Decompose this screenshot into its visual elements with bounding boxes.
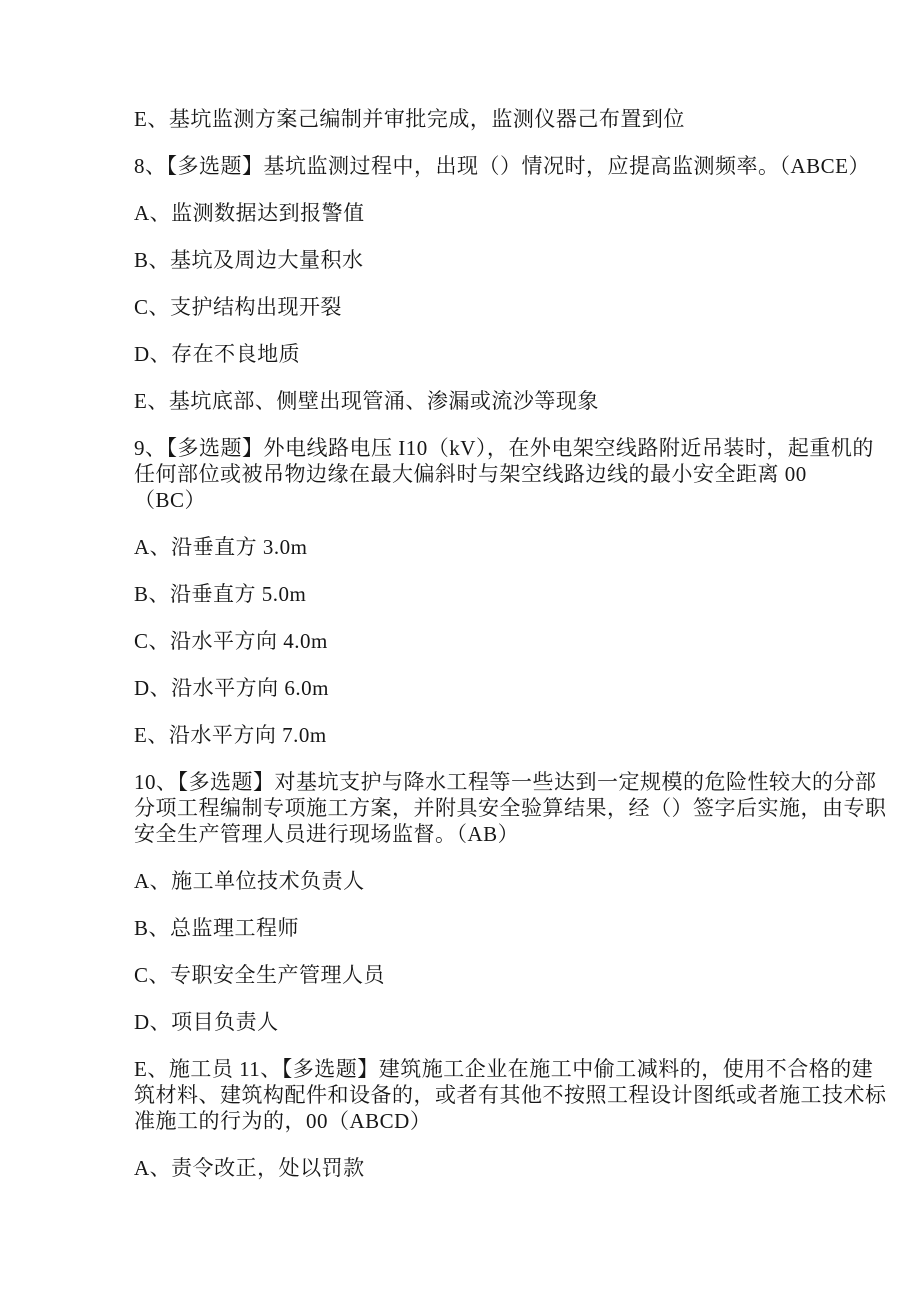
- text-line: A、监测数据达到报警值: [134, 201, 365, 225]
- question-8: [134, 153, 871, 179]
- text-line: B、总监理工程师: [134, 916, 300, 940]
- option-8-c: [134, 294, 794, 320]
- text-line: D、存在不良地质: [134, 342, 301, 366]
- text-line: 9、【多选题】外电线路电压 I10（kV），在外电架空线路附近吊装时，起重机的: [134, 436, 874, 460]
- text-line: 准施工的行为的，00（ABCD）: [134, 1109, 432, 1133]
- text-line: B、沿垂直方 5.0m: [134, 582, 307, 606]
- option-10-e-and-question-11: [134, 1056, 887, 1134]
- text-line: C、专职安全生产管理人员: [134, 963, 386, 987]
- text-line: E、沿水平方向 7.0m: [134, 723, 327, 747]
- option-9-d: [134, 675, 794, 701]
- option-7-e: [134, 106, 794, 132]
- option-8-b: [134, 247, 794, 273]
- text-line: A、施工单位技术负责人: [134, 869, 365, 893]
- text-line: A、责令改正，处以罚款: [134, 1156, 365, 1180]
- text-line: D、沿水平方向 6.0m: [134, 676, 329, 700]
- option-9-a: [134, 534, 794, 560]
- option-10-d: [134, 1009, 794, 1035]
- text-line: E、基坑底部、侧壁出现管涌、渗漏或流沙等现象: [134, 389, 599, 413]
- option-11-a: [134, 1155, 794, 1181]
- text-line: 分项工程编制专项施工方案，并附具安全验算结果，经（）签字后实施，由专职: [134, 796, 887, 820]
- text-line: B、基坑及周边大量积水: [134, 248, 364, 272]
- option-9-e: [134, 722, 794, 748]
- text-line: D、项目负责人: [134, 1010, 279, 1034]
- text-line: 安全生产管理人员进行现场监督。（AB）: [134, 822, 520, 846]
- option-9-c: [134, 628, 794, 654]
- text-line: A、沿垂直方 3.0m: [134, 535, 308, 559]
- option-9-b: [134, 581, 794, 607]
- text-line: C、沿水平方向 4.0m: [134, 629, 328, 653]
- option-8-a: [134, 200, 794, 226]
- text-line: C、支护结构出现开裂: [134, 295, 343, 319]
- text-line: 8、【多选题】基坑监测过程中，出现（）情况时，应提高监测频率。（ABCE）: [134, 154, 871, 178]
- option-8-e: [134, 388, 794, 414]
- text-line: E、施工员 11、【多选题】建筑施工企业在施工中偷工减料的，使用不合格的建: [134, 1057, 874, 1081]
- question-10: [134, 769, 887, 847]
- option-10-c: [134, 962, 794, 988]
- text-line: 10、【多选题】对基坑支护与降水工程等一些达到一定规模的危险性较大的分部: [134, 770, 877, 794]
- question-9: [134, 435, 874, 513]
- text-line: 任何部位或被吊物边缘在最大偏斜时与架空线路边线的最小安全距离 00: [134, 462, 807, 486]
- text-line: （BC）: [134, 488, 207, 512]
- option-10-a: [134, 868, 794, 894]
- option-10-b: [134, 915, 794, 941]
- option-8-d: [134, 341, 794, 367]
- text-line: 筑材料、建筑构配件和设备的，或者有其他不按照工程设计图纸或者施工技术标: [134, 1083, 887, 1107]
- text-line: E、基坑监测方案己编制并审批完成，监测仪器己布置到位: [134, 107, 685, 131]
